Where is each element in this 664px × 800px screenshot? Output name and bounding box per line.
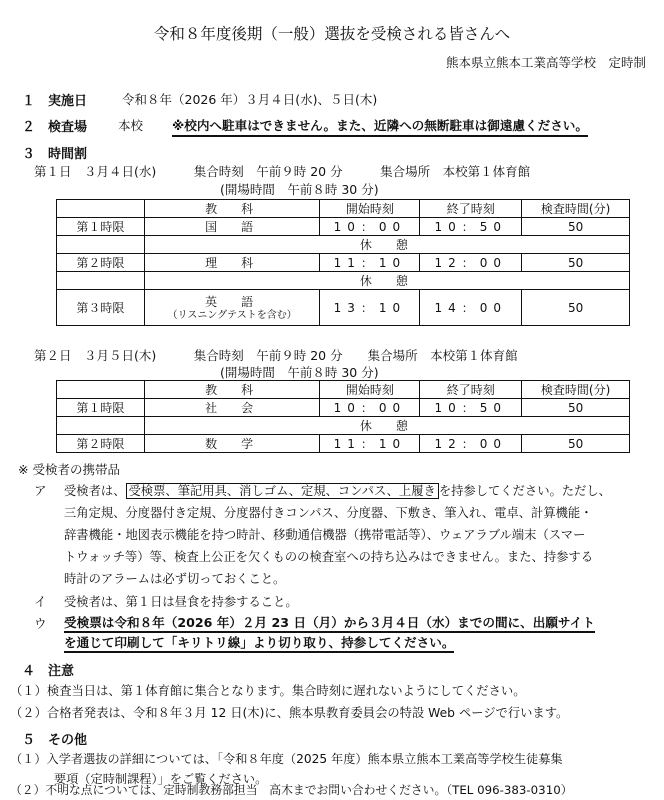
item-i-text: 受検者は、第１日は昼食を持参すること。 xyxy=(64,595,298,609)
table-row xyxy=(57,435,630,453)
header-cell: 検査時間(分) xyxy=(522,200,630,218)
sec5-heading: その他 xyxy=(48,733,88,748)
item-a-first-line xyxy=(64,481,611,499)
table-row xyxy=(57,218,630,236)
break-row xyxy=(57,272,630,290)
item-u-line1: 受検票は令和８年（2026 年）２月 23 日（月）から３月４日（水）までの間に、出願サイト xyxy=(64,612,595,633)
header-cell: 終了時刻 xyxy=(420,381,522,399)
end-cell: 12：00 xyxy=(420,254,522,272)
day2-open-time: (開場時間 午前８時 30 分) xyxy=(220,365,379,380)
end-cell: 10：50 xyxy=(420,399,522,417)
sec2-heading: 検査場 xyxy=(48,120,88,135)
day1-schedule-table xyxy=(56,199,630,326)
item-a-line: 時計のアラームは必ず切っておくこと。 xyxy=(64,572,286,586)
minutes-cell: 50 xyxy=(522,399,630,417)
table-header-row xyxy=(57,381,630,399)
sec3-heading: 時間割 xyxy=(48,147,88,162)
sec3-num: ３ xyxy=(22,147,36,162)
header-cell xyxy=(57,200,145,218)
sec1-num: １ xyxy=(22,94,36,109)
page-title: 令和８年度後期（一般）選抜を受検される皆さんへ xyxy=(153,25,511,43)
minutes-cell: 50 xyxy=(522,254,630,272)
header-cell: 検査時間(分) xyxy=(522,381,630,399)
table-header-row xyxy=(57,200,630,218)
period-cell: 第３時限 xyxy=(57,290,145,326)
item-u-label: ウ xyxy=(34,616,47,631)
header-cell: 教 科 xyxy=(144,200,320,218)
required-items-box: 受検票、筆記用具、消しゴム、定規、コンパス、上履き xyxy=(126,483,439,499)
header-cell xyxy=(57,381,145,399)
item-i-label: イ xyxy=(34,594,47,609)
day2-info: 第２日 ３月５日(木) 集合時刻 午前９時 20 分 集合場所 本校第１体育館 xyxy=(34,348,518,363)
other-item-1b: 要項（定時制課程）」をご覧ください。 xyxy=(54,772,268,786)
school-name: 熊本県立熊本工業高等学校 定時制 xyxy=(445,55,646,70)
item-a-post: を持参してください。ただし、 xyxy=(438,484,611,498)
start-cell: 13：10 xyxy=(320,290,420,326)
sec5-num: ５ xyxy=(22,733,36,748)
subject-cell: 理 科 xyxy=(144,254,320,272)
sec2-num: ２ xyxy=(22,120,36,135)
subject-note: （リスニングテストを含む） xyxy=(167,310,297,321)
start-cell: 11：10 xyxy=(320,254,420,272)
header-cell: 終了時刻 xyxy=(420,200,522,218)
items-header: ※ 受検者の携帯品 xyxy=(18,462,120,477)
subject-cell: 数 学 xyxy=(144,435,320,453)
break-spacer xyxy=(57,272,145,290)
subject-cell: 社 会 xyxy=(144,399,320,417)
break-row xyxy=(57,236,630,254)
sec4-num: ４ xyxy=(22,664,36,679)
parking-notice: ※校内へ駐車はできません。また、近隣への無断駐車は御遠慮ください。 xyxy=(172,115,588,137)
subject-name: 英 語 xyxy=(205,295,260,309)
item-a-label: ア xyxy=(34,483,47,498)
period-cell: 第１時限 xyxy=(57,218,145,236)
item-a-pre: 受検者は、 xyxy=(64,484,126,498)
notice-item: （２）合格者発表は、令和８年３月 12 日(木)に、熊本県教育委員会の特設 Web ページで行います。 xyxy=(10,706,569,720)
end-cell: 10：50 xyxy=(420,218,522,236)
table-row xyxy=(57,254,630,272)
sec1-heading: 実施日 xyxy=(48,94,88,109)
item-u-line2: を通じて印刷して「キリトリ線」より切り取り、持参してください。 xyxy=(64,632,454,653)
start-cell: 10：00 xyxy=(320,399,420,417)
break-cell: 休 憩 xyxy=(144,272,629,290)
item-a-line: 辞書機能・地図表示機能を持つ時計、移動通信機器（携帯電話等）、ウェアラブル端末（スマー xyxy=(64,528,586,542)
break-cell: 休 憩 xyxy=(144,236,629,254)
sec4-heading: 注意 xyxy=(48,664,75,679)
subject-cell: 国 語 xyxy=(144,218,320,236)
break-cell: 休 憩 xyxy=(144,417,629,435)
end-cell: 12：00 xyxy=(420,435,522,453)
day1-open-time: (開場時間 午前８時 30 分) xyxy=(220,182,379,197)
table-row xyxy=(57,290,630,326)
end-cell: 14：00 xyxy=(420,290,522,326)
table-row xyxy=(57,399,630,417)
other-item-1a: （１）入学者選抜の詳細については、「令和８年度（2025 年度）熊本県立熊本工業高等学校生徒募集 xyxy=(10,752,563,766)
minutes-cell: 50 xyxy=(522,435,630,453)
break-spacer xyxy=(57,236,145,254)
period-cell: 第１時限 xyxy=(57,399,145,417)
break-spacer xyxy=(57,417,145,435)
header-cell: 開始時刻 xyxy=(320,381,420,399)
notice-item: （１）検査当日は、第１体育館に集合となります。集合時刻に遅れないようにしてください。 xyxy=(10,684,526,698)
day2-schedule-table xyxy=(56,380,630,453)
day1-info: 第１日 ３月４日(水) 集合時刻 午前９時 20 分 集合場所 本校第１体育館 xyxy=(34,164,531,179)
sec2-place: 本校 xyxy=(118,118,144,133)
item-a-line: 三角定規、分度器付き定規、分度器付きコンパス、分度器、下敷き、筆入れ、電卓、計算機能・ xyxy=(64,506,593,520)
header-cell: 教 科 xyxy=(144,381,320,399)
period-cell: 第２時限 xyxy=(57,435,145,453)
sec1-date: 令和８年（2026 年）３月４日(水)、５日(木) xyxy=(122,92,378,107)
minutes-cell: 50 xyxy=(522,290,630,326)
period-cell: 第２時限 xyxy=(57,254,145,272)
item-a-line: トウォッチ等）等、検査上公正を欠くものの検査室への持ち込みはできません。また、持参する xyxy=(64,550,594,564)
start-cell: 10：00 xyxy=(320,218,420,236)
break-row xyxy=(57,417,630,435)
subject-cell xyxy=(144,290,320,326)
header-cell: 開始時刻 xyxy=(320,200,420,218)
other-item-2: （２）不明な点については、定時制教務部担当 高木までお問い合わせください。（TEL 096-383-0310） xyxy=(10,783,573,797)
minutes-cell: 50 xyxy=(522,218,630,236)
start-cell: 11：10 xyxy=(320,435,420,453)
